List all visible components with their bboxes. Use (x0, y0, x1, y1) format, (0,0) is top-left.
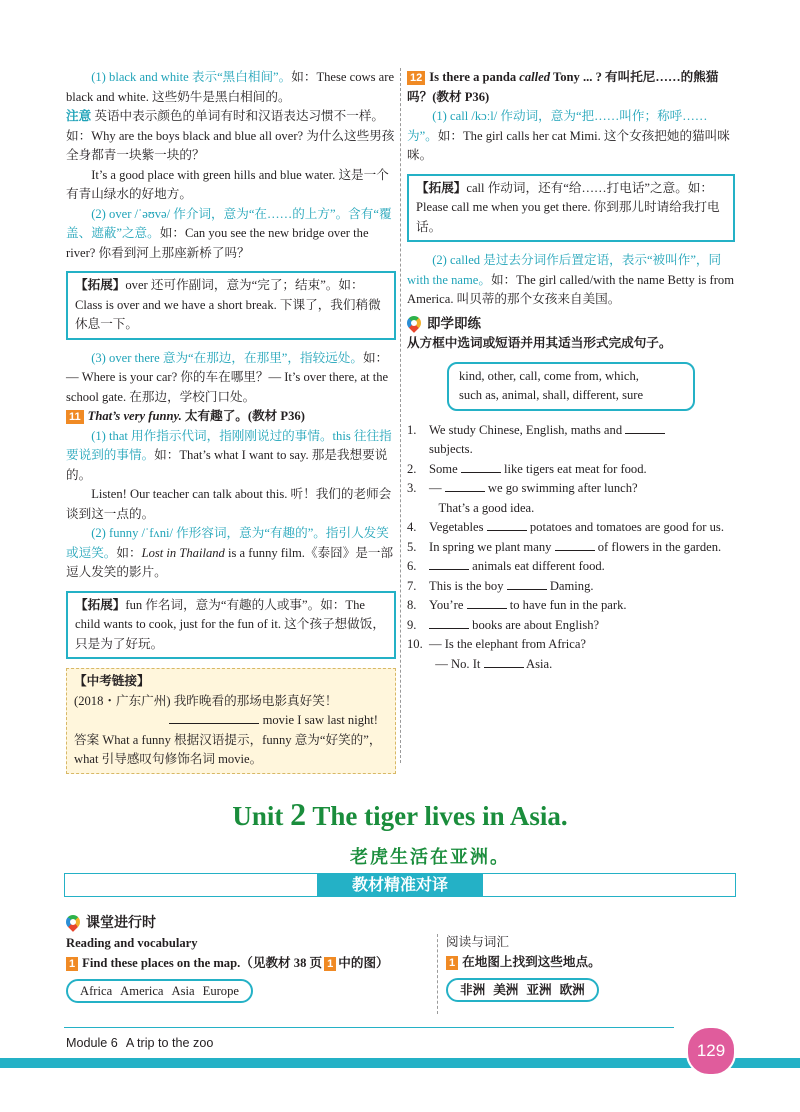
practice-instructions: 从方框中选词或短语并用其适当形式完成句子。 (407, 336, 672, 350)
question-item: 8. You’re to have fun in the park. (407, 598, 627, 612)
question-item: 10. — Is the elephant from Africa? — No. It Asia. (407, 637, 587, 671)
page-number-badge: 129 (686, 1026, 736, 1076)
place-word: Asia (171, 984, 195, 998)
question-item: 6. animals eat different food. (407, 559, 605, 573)
answer-blank[interactable] (467, 596, 507, 609)
task-number-badge: 1 (446, 956, 458, 970)
task-number-badge: 1 (324, 957, 336, 971)
left-column (66, 68, 396, 774)
answer-blank[interactable] (445, 479, 485, 492)
answer-blank[interactable] (429, 616, 469, 629)
exam-blank-line: movie I saw last night! (74, 711, 388, 731)
question-item: 7. This is the boy Daming. (407, 578, 594, 593)
reading-section-chinese (446, 932, 736, 1002)
answer-blank[interactable] (555, 538, 595, 551)
left-para-3: (3) over there 意为“在那边，在那里”，指较远处。如：— Where is your car? 你的车在哪里？— It’s over there, at the school gate. 在那边，学校门口处。 (66, 350, 389, 404)
place-word: Africa (80, 984, 113, 998)
footer-rule (64, 1027, 674, 1028)
question-item: 4. Vegetables potatoes and tomatoes are good for us. (407, 520, 724, 534)
exam-answer: 答案 What a funny 根据汉语提示，funny 意为“好笑的”，what 引导感叹句修饰名词 movie。 (74, 732, 382, 766)
word-bank-box (447, 362, 695, 411)
note-para: 注意 英语中表示颜色的单词有时和汉语表达习惯不一样。如：Why are the boys black and blue all over? 为什么这些男孩全身都青一块紫一块的？ (66, 109, 395, 162)
item-12-heading: 12 Is there a panda called Tony ... ? 有叫托尼……的熊猫吗？(教材 P36) (407, 70, 719, 104)
exam-heading: 【中考链接】 (74, 674, 150, 688)
question-list (407, 421, 735, 675)
task-zh: 1 在地图上找到这些地点。 (446, 952, 736, 972)
section-divider (437, 934, 438, 1014)
answer-blank[interactable] (169, 711, 259, 724)
section-banner-label: 教材精准对译 (317, 874, 483, 896)
right-para-2: (2) called 是过去分词作后置定语，表示“被叫作”，同 with the name。如：The girl called/with the name Betty is from America. 叫贝蒂的那个女孩来自美国。 (407, 253, 735, 306)
location-pin-icon (404, 313, 424, 333)
column-divider (400, 68, 401, 763)
word-bank-line-1: kind, other, call, come from, which, (459, 368, 639, 383)
reading-heading-en: Reading and vocabulary (66, 936, 198, 950)
question-item: 5. In spring we plant many of flowers in the garden. (407, 539, 722, 554)
left-para-5: (2) funny /ˈfʌni/ 作形容词，意为“有趣的”。指引人发笑或逗笑。如：Lost in Thailand is a funny film.《泰囧》是一部逗人发笑的影片。 (66, 526, 394, 579)
place-word: Europe (202, 984, 239, 998)
question-item: 2. Some like tigers eat meat for food. (407, 461, 647, 476)
places-pill-zh (446, 978, 599, 1002)
footer-text: Module 6 A trip to the zoo (66, 1036, 214, 1050)
place-word: America (120, 984, 164, 998)
places-pill-en (66, 979, 253, 1003)
extension-box-3: 【拓展】call 作动词，还有“给……打电话”之意。如：Please call me when you get there. 你到那儿时请给我打电话。 (407, 174, 735, 243)
exam-link-box (66, 668, 396, 774)
question-item: 9. books are about English? (407, 617, 600, 632)
answer-blank[interactable] (429, 557, 469, 570)
place-word: 亚洲 (526, 983, 552, 997)
answer-blank[interactable] (507, 577, 547, 590)
right-para-1: (1) call /kɔːl/ 作动词，意为“把……叫作；称呼……为”。如：The girl calls her cat Mimi. 这个女孩把她的猫叫咪咪。 (407, 109, 730, 162)
item-11-heading: 11 That’s very funny. 太有趣了。(教材 P36) (66, 407, 396, 427)
left-para-1: (1) black and white 表示“黑白相间”。如：These cows are black and white. 这些奶牛是黑白相间的。 (66, 70, 395, 104)
word-bank-line-2: such as, animal, shall, different, sure (459, 388, 644, 402)
place-word: 欧洲 (559, 983, 585, 997)
location-pin-icon (63, 912, 83, 932)
question-item: 1. We study Chinese, English, maths and subjects. (407, 421, 735, 460)
item-number-badge: 12 (407, 71, 425, 85)
unit-subtitle: 老虎生活在亚洲。 (350, 847, 510, 868)
answer-blank[interactable] (461, 460, 501, 473)
answer-blank[interactable] (625, 421, 665, 434)
answer-blank[interactable] (484, 655, 524, 668)
place-word: 美洲 (493, 983, 519, 997)
exam-question: (2018・广东广州) 我昨晚看的那场电影真好笑！ (74, 693, 338, 708)
task-en: 1 Find these places on the map.（见教材 38 页 1 中的图） (66, 953, 436, 973)
left-para-2: (2) over /ˈəʊvə/ 作介词，意为“在……的上方”。含有“覆盖、遮蔽”之意。如：Can you see the new bridge over the river? 你看到河上那座新桥了吗？ (66, 206, 392, 260)
extension-box-1: 【拓展】over 还可作副词，意为“完了；结束”。如：Class is over and we have a short break. 下课了，我们稍微休息一下。 (66, 271, 396, 340)
left-example-2: Listen! Our teacher can talk about this. 听！我们的老师会谈到这一点的。 (66, 487, 392, 521)
extension-box-2: 【拓展】fun 作名词，意为“有趣的人或事”。如：The child wants to cook, just for the fun of it. 这个孩子想做饭，只是为了好玩。 (66, 591, 396, 660)
place-word: 非洲 (460, 983, 486, 997)
question-item: 3. — we go swimming after lunch? That’s a good idea. (407, 481, 638, 515)
reading-section-english (66, 912, 436, 1003)
answer-blank[interactable] (487, 518, 527, 531)
section-heading: 课堂进行时 (66, 912, 436, 933)
right-column (407, 68, 735, 674)
item-number-badge: 11 (66, 410, 84, 424)
left-para-4: (1) that 用作指示代词，指刚刚说过的事情。this 往往指要说到的事情。如：That’s what I want to say. 那是我想要说的。 (66, 428, 392, 482)
bottom-bar (0, 1058, 800, 1068)
reading-heading-zh: 阅读与词汇 (446, 935, 509, 949)
unit-title: Unit 2 The tiger lives in Asia. (232, 796, 568, 832)
task-number-badge: 1 (66, 957, 78, 971)
left-example-1: It’s a good place with green hills and blue water. 这是一个有青山绿水的好地方。 (66, 167, 389, 201)
practice-heading: 即学即练 (407, 314, 735, 335)
